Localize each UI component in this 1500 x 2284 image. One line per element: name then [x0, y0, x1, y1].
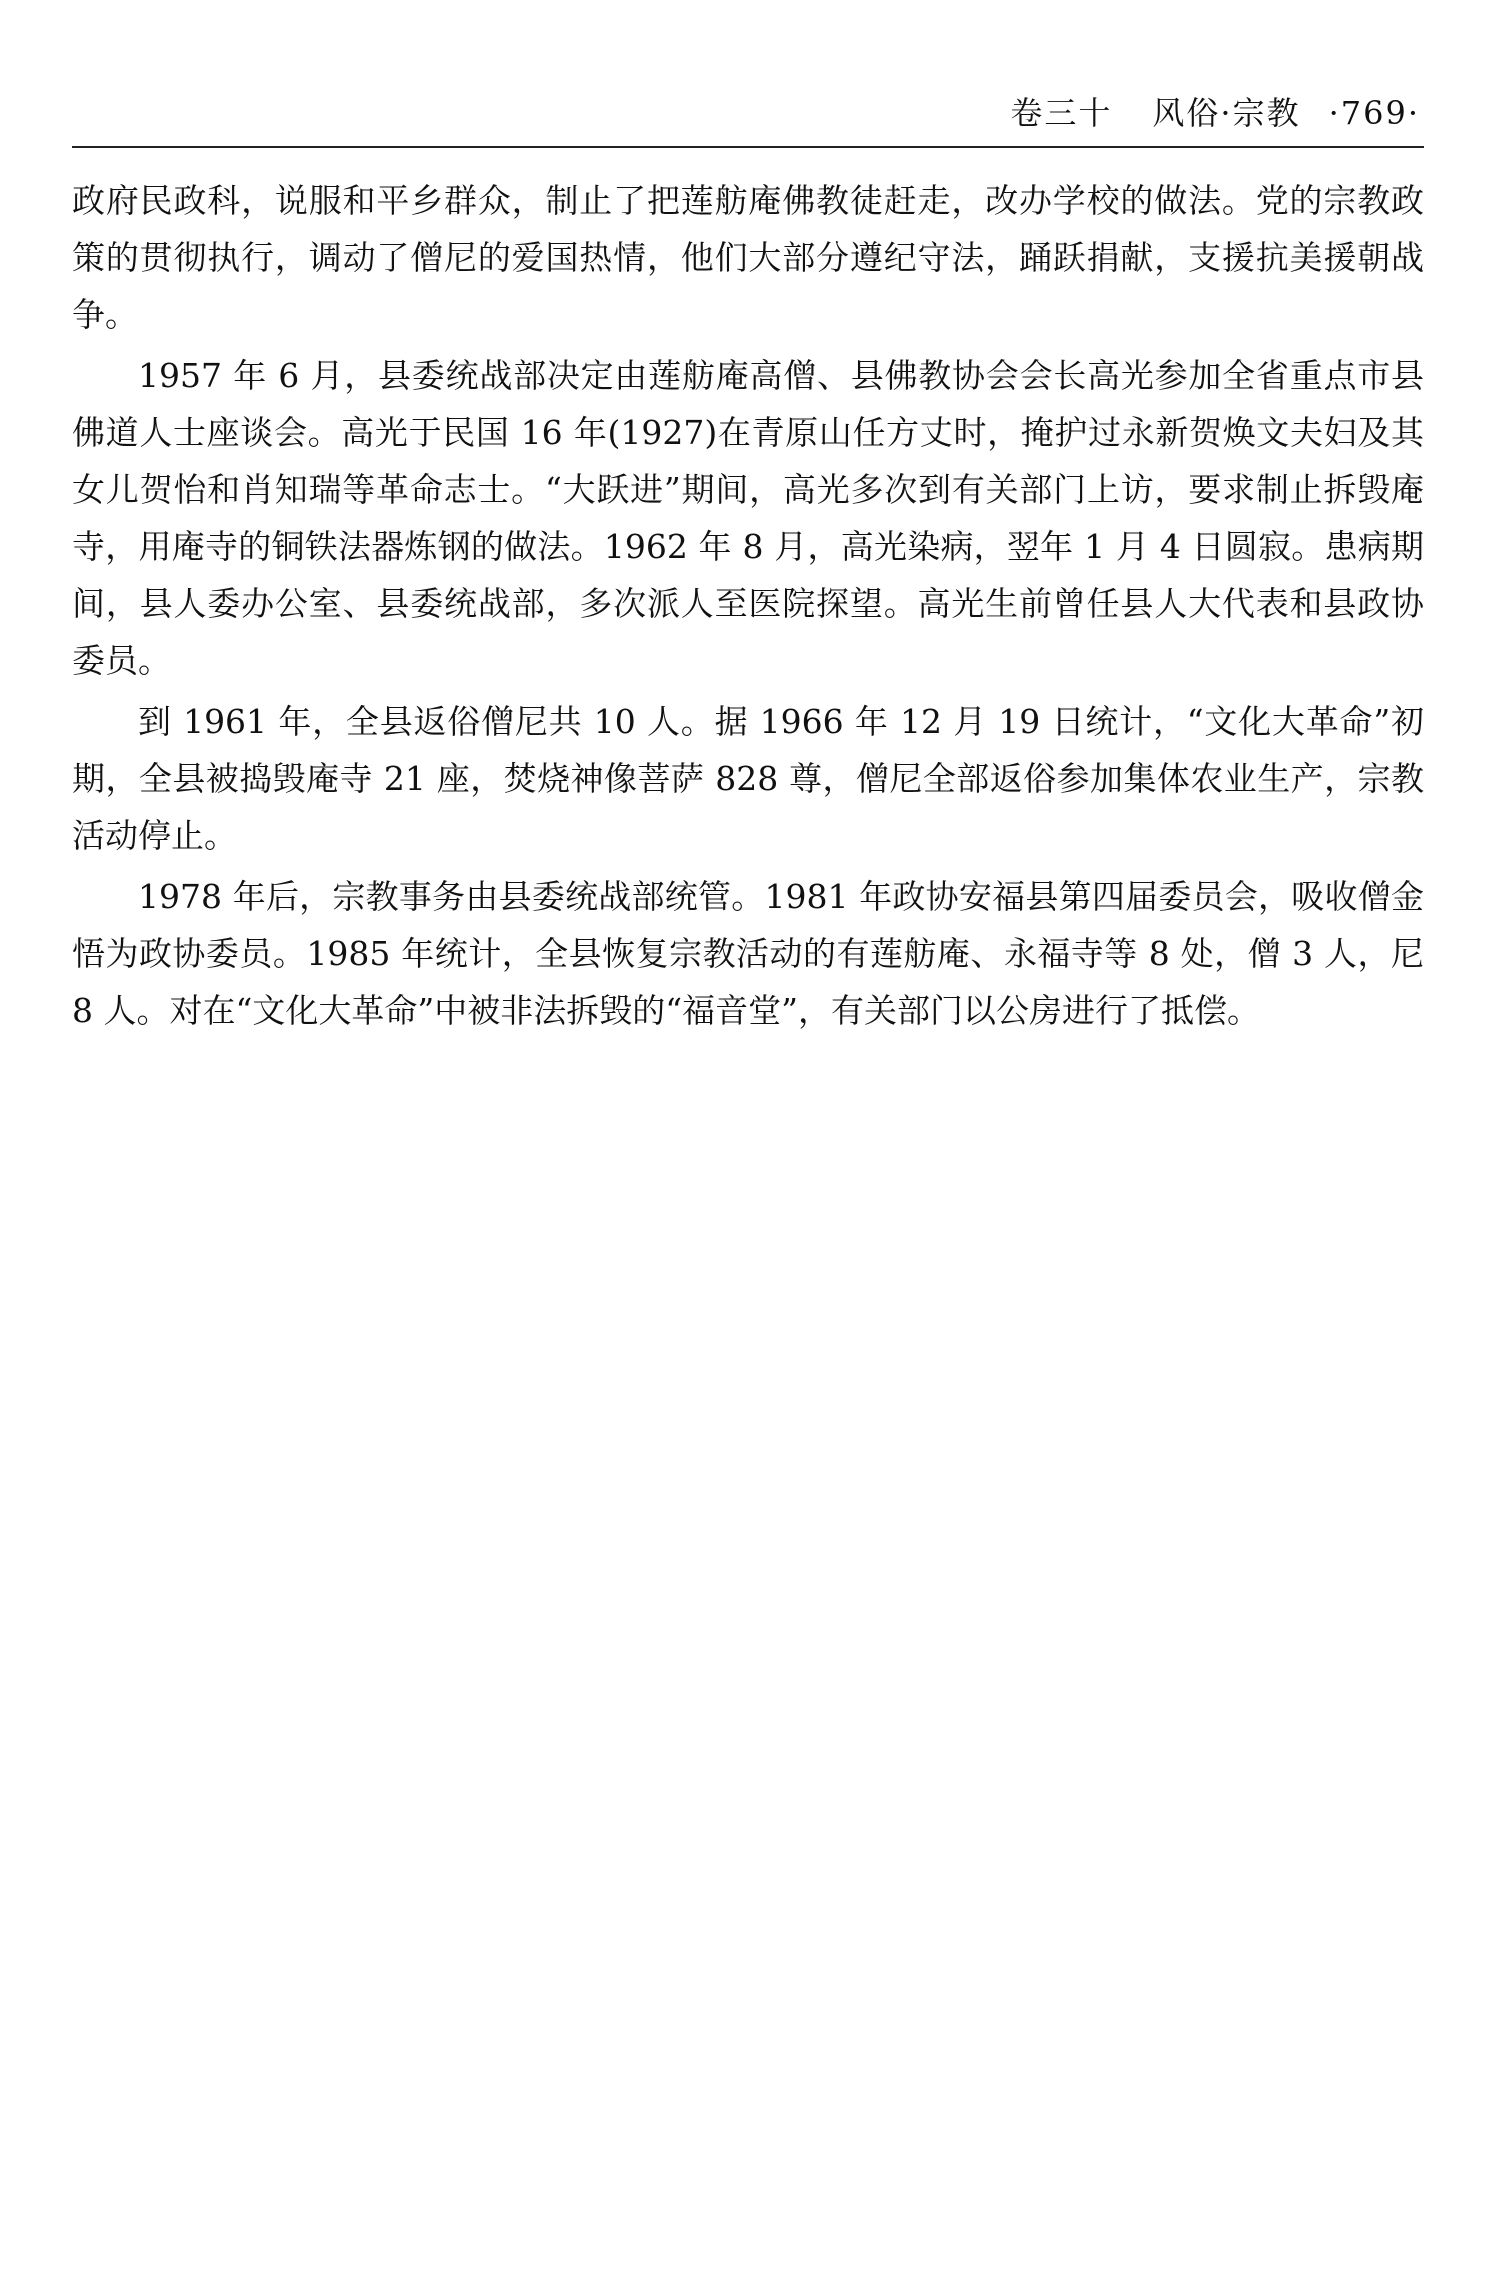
page-number: ·769· [1328, 94, 1420, 132]
running-header [0, 88, 1420, 134]
paragraph: 到 1961 年，全县返俗僧尼共 10 人。据 1966 年 12 月 19 日统计，“文化大革命”初期，全县被捣毁庵寺 21 座，焚烧神像菩萨 828 尊，僧尼全部返俗参加集体农业生产，宗教活动停止。 [72, 702, 1424, 855]
paragraph: 1957 年 6 月，县委统战部决定由莲舫庵高僧、县佛教协会会长高光参加全省重点市县佛道人士座谈会。高光于民国 16 年(1927)在青原山任方丈时，掩护过永新贺焕文夫妇及其女儿贺怡和肖知瑞等革命志士。“大跃进”期间，高光多次到有关部门上访，要求制止拆毁庵寺，用庵寺的铜铁法器炼钢的做法。1962 年 8 月，高光染病，翌年 1 月 4 日圆寂。患病期间，县人委办公室、县委统战部，多次派人至医院探望。高光生前曾任县人大代表和县政协委员。 [72, 356, 1424, 680]
header-section: 风俗·宗教 [1152, 94, 1301, 132]
paragraph: 1978 年后，宗教事务由县委统战部统管。1981 年政协安福县第四届委员会，吸收僧金悟为政协委员。1985 年统计，全县恢复宗教活动的有莲舫庵、永福寺等 8 处，僧 3 人，尼 8 人。对在“文化大革命”中被非法拆毁的“福音堂”，有关部门以公房进行了抵偿。 [72, 877, 1424, 1030]
paragraph: 政府民政科，说服和平乡群众，制止了把莲舫庵佛教徒赶走，改办学校的做法。党的宗教政策的贯彻执行，调动了僧尼的爱国热情，他们大部分遵纪守法，踊跃捐献，支援抗美援朝战争。 [72, 181, 1424, 334]
body-text [72, 172, 1424, 1043]
header-volume: 卷三十 [1010, 94, 1113, 132]
header-rule [72, 146, 1424, 148]
